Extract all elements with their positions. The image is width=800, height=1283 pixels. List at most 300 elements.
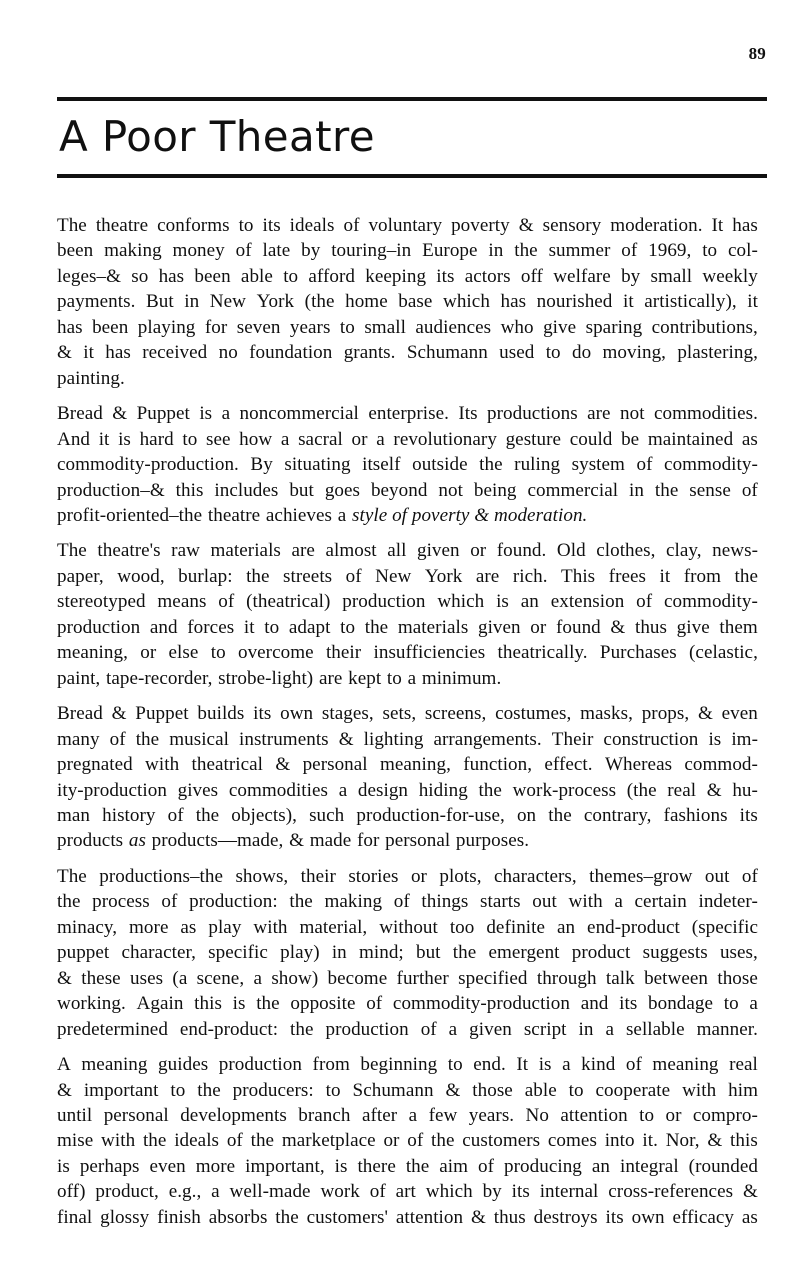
text-word: to	[340, 616, 356, 638]
text-word: nourished	[536, 291, 613, 313]
text-word: in	[629, 479, 644, 501]
text-word: the	[734, 565, 758, 587]
text-word: sets,	[382, 703, 417, 725]
text-word: has	[57, 316, 83, 338]
text-word: New	[209, 291, 246, 313]
text-word: it.	[642, 1130, 658, 1152]
text-word: a	[253, 967, 262, 989]
text-word: play	[208, 916, 242, 938]
paragraph	[57, 701, 758, 854]
text-word: production	[57, 616, 141, 638]
text-word: plots,	[439, 865, 482, 887]
text-word: fashions	[663, 804, 728, 826]
text-word: productions–the	[99, 865, 224, 887]
text-word: or	[530, 616, 547, 638]
text-word: to	[386, 667, 402, 689]
text-word: talk	[605, 967, 635, 989]
text-word: &	[111, 703, 127, 725]
text-word: the	[250, 1130, 275, 1152]
text-word: effect.	[544, 754, 593, 776]
text-word: im-	[731, 728, 758, 750]
text-word: is	[57, 1155, 70, 1177]
text-word: It	[711, 215, 724, 236]
text-word: the	[290, 1018, 314, 1040]
text-word: is	[708, 728, 722, 750]
text-word: (specific	[691, 916, 758, 938]
text-word: product	[571, 942, 631, 964]
text-word: but	[289, 479, 314, 501]
text-word: show)	[271, 967, 319, 989]
text-word: are	[318, 667, 343, 689]
text-word: to	[170, 1079, 186, 1101]
text-word: kept	[348, 667, 382, 689]
text-word: are	[475, 565, 500, 587]
text-word: production	[325, 1018, 409, 1040]
text-word: &	[289, 830, 304, 852]
text-line	[57, 889, 758, 914]
text-word: personal	[385, 830, 451, 852]
text-word: painting.	[57, 367, 125, 389]
text-word: absorbs	[208, 1206, 268, 1228]
text-word: in	[184, 291, 200, 313]
text-word: sparing	[585, 316, 643, 338]
text-word: York	[424, 565, 463, 587]
text-word: By	[250, 454, 273, 476]
text-line	[57, 991, 758, 1016]
text-word: an	[520, 591, 539, 613]
text-word: voluntary	[368, 215, 443, 236]
text-word: a	[408, 1104, 418, 1126]
text-word: the	[479, 454, 503, 476]
text-word: those	[472, 1079, 513, 1101]
text-word: scene,	[196, 967, 245, 989]
text-word: even	[721, 703, 758, 725]
text-word: welfare	[553, 265, 611, 287]
text-word: shows,	[235, 865, 289, 887]
text-word: small	[364, 316, 406, 338]
text-word: things	[421, 891, 469, 913]
text-word: few	[428, 1104, 458, 1126]
text-word: to	[339, 316, 355, 338]
text-word: grants.	[343, 342, 396, 364]
text-word: the	[195, 804, 220, 826]
text-word: own	[280, 703, 314, 725]
text-word: of	[625, 1054, 642, 1076]
text-word: which	[437, 591, 485, 613]
text-word: production	[342, 591, 426, 613]
text-line	[57, 864, 758, 889]
text-line	[57, 564, 758, 589]
text-word: process	[92, 891, 150, 913]
text-word: there	[357, 1155, 396, 1177]
text-word: its	[739, 804, 758, 826]
text-word: important,	[245, 1155, 325, 1177]
text-word: ity-production	[57, 779, 167, 801]
text-word: materials	[397, 616, 469, 638]
text-word: more	[129, 916, 169, 938]
text-word: &	[57, 967, 72, 989]
text-word: production-for-use,	[356, 804, 505, 826]
text-word: Puppet	[135, 703, 189, 725]
text-word: theatrical	[191, 754, 264, 776]
text-word: the	[256, 993, 280, 1015]
text-line	[57, 213, 758, 238]
text-word: making	[104, 240, 162, 262]
text-word: includes	[214, 479, 279, 501]
text-word: 1969,	[648, 240, 692, 262]
text-word: for	[204, 316, 228, 338]
text-word: But	[145, 291, 174, 313]
text-word: even	[149, 1155, 186, 1177]
text-word: screens,	[424, 703, 487, 725]
text-line	[57, 264, 758, 289]
text-word: The	[57, 215, 87, 236]
text-word: this	[175, 479, 204, 501]
text-word: their	[300, 865, 336, 887]
text-word: able	[524, 1079, 557, 1101]
text-word: audiences	[415, 316, 492, 338]
text-word: is	[496, 591, 509, 613]
text-word: profit-oriented–the	[57, 504, 203, 526]
text-word: moderation.	[610, 215, 703, 236]
text-word: personal	[103, 1104, 169, 1126]
paragraph	[57, 864, 758, 1042]
text-line	[57, 640, 758, 665]
text-line	[57, 752, 758, 777]
text-word: see	[205, 428, 231, 450]
text-word: leges–&	[57, 265, 121, 287]
paragraph	[57, 401, 758, 528]
text-line	[57, 615, 758, 640]
text-word: or	[470, 540, 487, 562]
text-word: production	[218, 1054, 302, 1076]
text-word: with	[145, 754, 180, 776]
text-word: a	[562, 1054, 571, 1076]
text-word: theatre's	[97, 540, 161, 562]
text-word: &	[706, 779, 722, 801]
text-word: a	[337, 504, 347, 526]
text-word: commodity-production.	[57, 454, 239, 476]
text-word: strobe-light)	[218, 667, 314, 689]
text-word: maintained	[647, 428, 734, 450]
text-word: conforms	[157, 215, 230, 236]
text-word: is	[199, 403, 213, 425]
text-word: comes	[547, 1130, 597, 1152]
text-word: builds	[197, 703, 245, 725]
text-word: Nor,	[665, 1130, 700, 1152]
text-line	[57, 538, 758, 563]
text-word: of	[741, 479, 758, 501]
text-word: it	[83, 342, 94, 364]
text-word: producing	[504, 1155, 582, 1177]
text-word: give	[543, 316, 577, 338]
text-word: a	[280, 428, 290, 450]
text-line	[57, 1017, 758, 1042]
text-word: uses	[130, 967, 164, 989]
text-word: commodities	[228, 779, 329, 801]
text-word: opposite	[290, 993, 356, 1015]
text-word: Schumann	[352, 1079, 434, 1101]
text-word: has	[105, 342, 131, 364]
text-word: frees	[608, 565, 647, 587]
text-word: to	[702, 240, 718, 262]
text-word: New	[375, 565, 412, 587]
text-word: poverty	[451, 215, 510, 236]
text-word: commodity-	[664, 591, 758, 613]
text-word: suggests	[642, 942, 708, 964]
text-word: &	[470, 1206, 486, 1228]
text-word: a	[749, 993, 758, 1015]
text-word: outside	[412, 454, 468, 476]
text-word: destroys	[533, 1206, 598, 1228]
text-word: production–&	[57, 479, 165, 501]
text-word: sensory	[542, 215, 602, 236]
text-word: plastering,	[677, 342, 758, 364]
text-word: this	[194, 993, 222, 1015]
text-line	[57, 503, 758, 528]
text-word: until	[57, 1104, 93, 1126]
text-word: as	[741, 428, 758, 450]
text-word: foundation	[249, 342, 333, 364]
text-word: to	[210, 642, 226, 664]
text-word: given	[477, 616, 521, 638]
text-word: the	[452, 942, 477, 964]
text-word: Again	[136, 993, 184, 1015]
text-word: system	[571, 454, 625, 476]
text-word: (celastic,	[689, 642, 758, 664]
text-word: are	[587, 403, 611, 425]
text-word: ideals	[289, 215, 335, 236]
text-word: extension	[550, 591, 625, 613]
text-word: working.	[57, 993, 126, 1015]
text-word: or	[383, 1130, 400, 1152]
text-word: which	[425, 1181, 473, 1203]
text-word: sellable	[625, 1018, 685, 1040]
text-word: developments	[180, 1104, 287, 1126]
text-word: its	[605, 1206, 624, 1228]
text-word: the	[478, 779, 502, 801]
text-word: gives	[177, 779, 219, 801]
text-word: give	[676, 616, 710, 638]
text-word: ruling	[514, 454, 561, 476]
text-word: its	[619, 993, 638, 1015]
text-word: of	[226, 1130, 243, 1152]
text-word: insufficiencies	[373, 642, 486, 664]
text-word: such	[309, 804, 345, 826]
text-word: cross-references	[608, 1181, 734, 1203]
text-line	[57, 803, 758, 828]
text-word: uses,	[719, 942, 758, 964]
text-word: seven	[236, 316, 281, 338]
text-line	[57, 1179, 758, 1204]
page-title: A Poor Theatre	[59, 112, 376, 161]
text-word: all	[387, 540, 407, 562]
text-word: used	[499, 342, 535, 364]
text-word: has	[158, 265, 185, 287]
text-word: materials	[210, 540, 281, 562]
text-word: products—made,	[151, 830, 284, 852]
body-text	[57, 213, 758, 1230]
text-word: these	[81, 967, 121, 989]
text-word: weekly	[702, 265, 758, 287]
text-word: &	[275, 754, 291, 776]
text-word: art	[395, 1181, 416, 1203]
text-word: with	[568, 891, 603, 913]
text-line	[57, 340, 758, 365]
text-word: actors	[464, 265, 511, 287]
text-word: of	[636, 591, 653, 613]
text-word: small	[650, 265, 693, 287]
text-word: burlap:	[178, 565, 233, 587]
text-line	[57, 1205, 758, 1230]
text-word: who	[500, 316, 534, 338]
text-word: &	[610, 616, 626, 638]
text-word: products	[57, 830, 124, 852]
text-word: the	[275, 1206, 299, 1228]
text-word: to	[568, 1079, 584, 1101]
text-word: found.	[496, 540, 547, 562]
text-word: The	[57, 540, 87, 562]
text-word: playing	[137, 316, 196, 338]
text-word: of	[636, 454, 653, 476]
text-word: material,	[299, 916, 368, 938]
text-word: to	[283, 265, 299, 287]
text-line	[57, 452, 758, 477]
text-word: be	[621, 428, 640, 450]
text-word: after	[361, 1104, 398, 1126]
text-word: by	[621, 265, 641, 287]
text-word: meaning,	[379, 754, 451, 776]
text-word: summer	[548, 240, 611, 262]
text-word: branch	[298, 1104, 351, 1126]
text-word: hiding	[418, 779, 468, 801]
text-word: of	[407, 1130, 424, 1152]
text-word: to	[723, 993, 739, 1015]
text-word: a	[376, 428, 385, 450]
text-word: from	[312, 1054, 350, 1076]
text-word: into	[604, 1130, 635, 1152]
text-word: to	[238, 215, 254, 236]
text-word: no	[218, 342, 238, 364]
text-word: is	[118, 428, 131, 450]
text-word: of	[366, 993, 383, 1015]
text-word: being	[473, 479, 517, 501]
text-word: costumes,	[495, 703, 572, 725]
text-word: attention	[395, 1206, 464, 1228]
text-word: guides	[158, 1054, 209, 1076]
text-word: certain	[634, 891, 687, 913]
text-word: has	[500, 291, 527, 313]
text-word: which	[443, 291, 490, 313]
text-word: well-made	[229, 1181, 311, 1203]
paragraph	[57, 213, 758, 391]
text-word: in	[578, 1018, 594, 1040]
text-word: a	[448, 1018, 458, 1040]
text-line	[57, 478, 758, 503]
text-word: years	[289, 316, 331, 338]
text-word: The	[57, 865, 87, 887]
text-word: of	[343, 215, 360, 236]
text-word: themes–grow	[589, 865, 693, 887]
text-word: him	[728, 1079, 758, 1101]
text-word: off)	[57, 1181, 86, 1203]
emphasis-text: as	[128, 830, 146, 852]
text-word: &	[57, 1079, 72, 1101]
text-word: touring–in	[331, 240, 412, 262]
text-word: been	[57, 240, 94, 262]
text-line	[57, 1128, 758, 1153]
text-word: raw	[171, 540, 200, 562]
text-word: given	[416, 540, 460, 562]
text-word: manner.	[696, 1018, 758, 1040]
text-word: (the	[304, 291, 335, 313]
text-word: become	[327, 967, 388, 989]
text-word: are	[291, 540, 315, 562]
text-word: noncommercial	[239, 403, 359, 425]
text-word: it	[98, 428, 110, 450]
text-word: or	[665, 1104, 682, 1126]
text-line	[57, 589, 758, 614]
text-word: the	[289, 891, 313, 913]
text-word: arrangements.	[433, 728, 542, 750]
text-word: theatrically.	[497, 642, 588, 664]
text-word: is	[232, 993, 246, 1015]
text-word: payments.	[57, 291, 136, 313]
text-word: No	[525, 1104, 549, 1126]
text-word: how	[239, 428, 273, 450]
text-word: thus	[493, 1206, 526, 1228]
text-word: own	[631, 1206, 665, 1228]
text-word: itself	[362, 454, 401, 476]
text-word: could	[569, 428, 613, 450]
text-word: objects),	[231, 804, 297, 826]
text-word: to	[264, 616, 280, 638]
text-word: found	[555, 616, 601, 638]
text-word: forces	[187, 616, 235, 638]
text-word: late	[262, 240, 291, 262]
text-word: puppet	[57, 942, 110, 964]
text-word: construction	[603, 728, 699, 750]
text-word: paint,	[57, 667, 101, 689]
text-word: made	[309, 830, 352, 852]
text-word: glossy	[100, 1206, 150, 1228]
text-word: &	[697, 703, 713, 725]
text-word: goes	[324, 479, 361, 501]
text-word: of	[218, 591, 235, 613]
text-word: specified	[458, 967, 528, 989]
text-word: Puppet	[136, 403, 190, 425]
text-word: (theatrical)	[246, 591, 331, 613]
text-line	[57, 1154, 758, 1179]
text-word: &	[742, 1181, 758, 1203]
text-line	[57, 727, 758, 752]
text-word: real	[667, 779, 697, 801]
text-word: as	[180, 916, 197, 938]
text-word: given	[469, 1018, 512, 1040]
text-word: means	[157, 591, 207, 613]
text-word: meaning	[81, 1054, 148, 1076]
text-word: the	[197, 1079, 221, 1101]
text-word: by	[301, 240, 321, 262]
text-word: been	[194, 265, 231, 287]
text-word: e.g.,	[168, 1181, 202, 1203]
text-word: for	[356, 830, 380, 852]
text-word: productions	[487, 403, 578, 425]
text-word: product,	[95, 1181, 159, 1203]
text-word: a	[614, 891, 623, 913]
text-word: of	[167, 804, 184, 826]
text-line	[57, 778, 758, 803]
